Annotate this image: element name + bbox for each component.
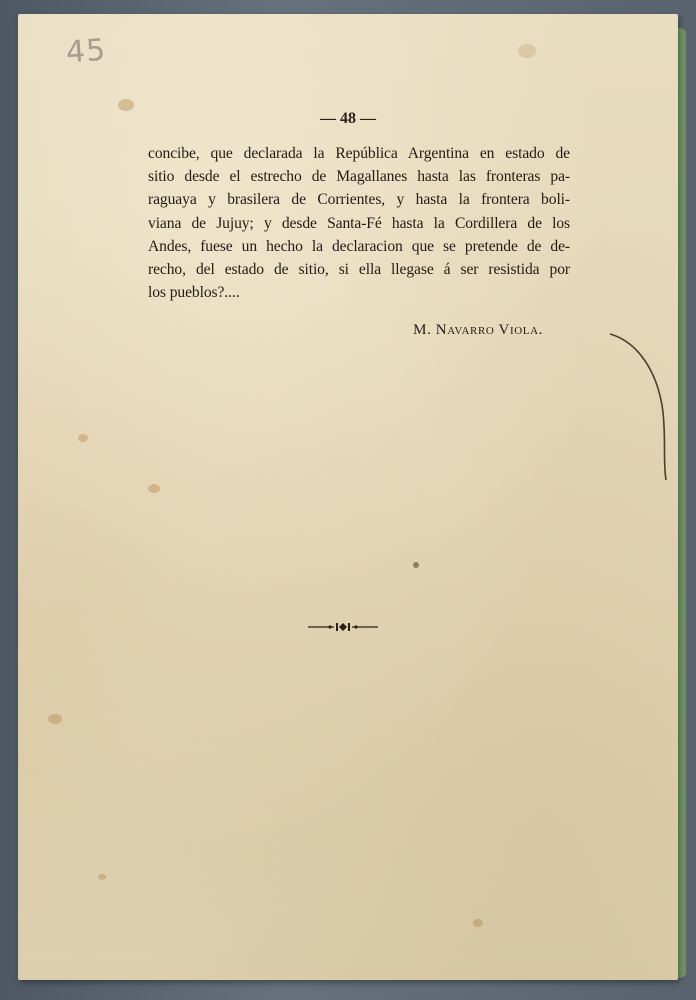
foxing-spot — [98, 874, 106, 880]
page-number: — 48 — — [320, 110, 376, 127]
handwritten-pencil-note: 45 — [64, 32, 108, 71]
document-page — [18, 14, 678, 980]
text-line: raguaya y brasilera de Corrientes, y hasta la frontera boli- — [148, 191, 570, 209]
text-line: concibe, que declarada la República Argentina en estado de — [148, 145, 570, 162]
foxing-spot — [148, 484, 160, 493]
text-line: viana de Jujuy; y desde Santa-Fé hasta la Cordillera de los — [148, 214, 570, 232]
text-line: recho, del estado de sitio, si ella llegase á ser resistida por — [148, 261, 570, 279]
text-line: sitio desde el estrecho de Magallanes hasta las fronteras pa- — [148, 168, 570, 186]
text-line: los pueblos?.... — [148, 284, 240, 302]
foxing-spot — [413, 562, 419, 568]
foxing-spot — [78, 434, 88, 442]
foxing-spot — [473, 919, 483, 927]
body-paragraph — [148, 142, 570, 304]
author-signature: M. Navarro Viola. — [413, 322, 543, 338]
text-line: Andes, fuese un hecho la declaracion que se pretende de de- — [148, 237, 570, 255]
ornament-divider-icon — [308, 621, 378, 633]
foxing-spot — [518, 44, 536, 58]
binding-thread — [608, 332, 678, 482]
foxing-spot — [48, 714, 62, 724]
